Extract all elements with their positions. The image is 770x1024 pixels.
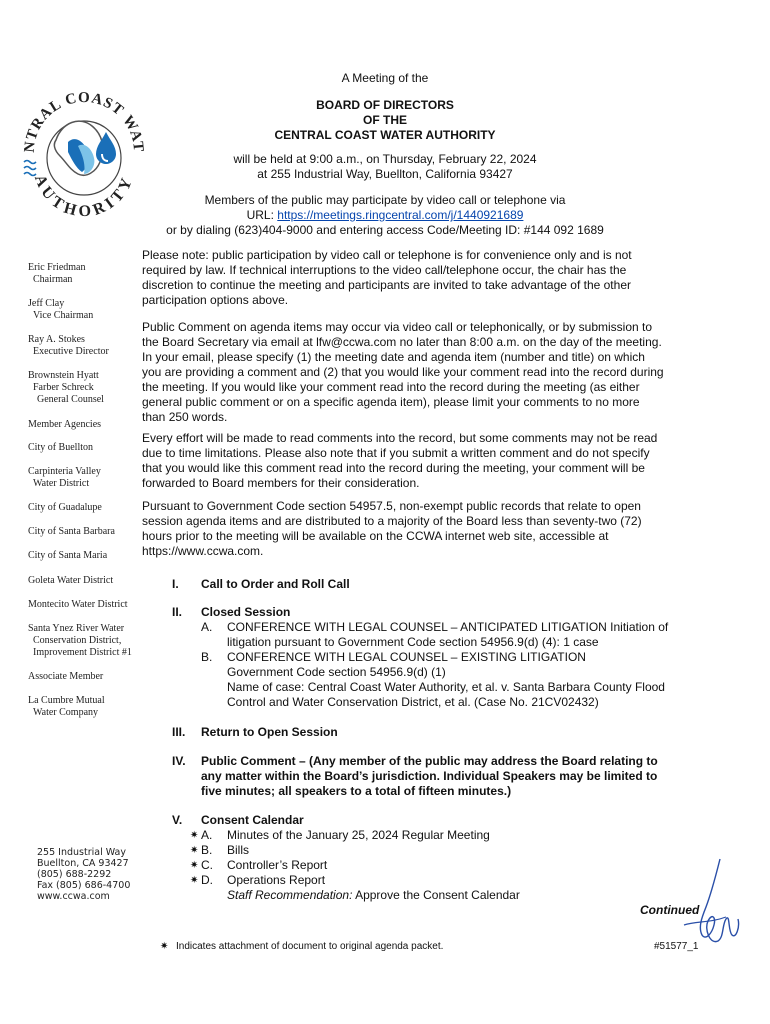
fax: Fax (805) 686-4700 <box>37 880 131 891</box>
meeting-intro: A Meeting of the <box>341 71 429 85</box>
officer-title: Farber Schreck <box>33 382 94 393</box>
officer-title: Executive Director <box>33 346 109 357</box>
meeting-time: will be held at 9:00 a.m., on Thursday, February 22, 2024 <box>233 152 537 166</box>
member-agency-line: Carpinteria Valley <box>28 466 101 477</box>
org-line-1: BOARD OF DIRECTORS <box>316 98 454 112</box>
officer-title: Vice Chairman <box>33 310 94 321</box>
text-line: due to time limitations. Please also note that if you submit a written comment and do not specify <box>142 446 650 460</box>
associate-member-heading: Associate Member <box>28 671 104 682</box>
agenda-item-title: Closed Session <box>201 605 291 619</box>
meeting-url-line <box>140 208 630 223</box>
officer-name: Jeff Clay <box>28 298 65 309</box>
text-line: Public Comment – (Any member of the public may address the Board relating to <box>201 754 658 768</box>
officer-chairman <box>28 262 85 286</box>
consent-item: Minutes of the January 25, 2024 Regular Meeting <box>227 828 490 842</box>
agenda-item-title: Call to Order and Roll Call <box>201 577 350 591</box>
text-line: required by law. If technical interruptions to the video call/telephone occur, the chair has the <box>142 263 627 277</box>
closed-session-b <box>227 650 697 710</box>
address-block <box>37 847 130 902</box>
text-line: Pursuant to Government Code section 54957.5, non-exempt public records that relate to open <box>142 499 641 513</box>
agenda-item-title: Consent Calendar <box>201 813 304 827</box>
url-prefix: URL: <box>246 208 278 222</box>
text-line: session agenda items and are distributed to a majority of the Board less than seventy-two (72) <box>142 514 642 528</box>
member-agency-line: Santa Ynez River Water <box>28 623 125 634</box>
associate-member <box>28 695 105 719</box>
agenda-item-number: II. <box>172 605 183 619</box>
document-id: #51577_1 <box>654 941 699 952</box>
footer-star-icon: ✷ <box>160 941 169 952</box>
text-line: any matter within the Board’s jurisdiction. Individual Speakers may be limited to <box>201 769 658 783</box>
officer-title: General Counsel <box>37 394 104 405</box>
officer-name: Eric Friedman <box>28 262 86 273</box>
officer-general-counsel <box>28 370 104 406</box>
agenda-item-number: I. <box>172 577 179 591</box>
meeting-location: at 255 Industrial Way, Buellton, California 93427 <box>257 167 513 181</box>
text-line: Control and Water Conservation District, et al. (Case No. 21CV02432) <box>227 695 599 709</box>
associate-line: La Cumbre Mutual <box>28 695 105 706</box>
associate-line: Water Company <box>33 707 99 718</box>
text-line: the meeting. If you would like your comment read into the record during the meeting (as either <box>142 380 640 394</box>
text-line: Please note: public participation by video call or telephone is for convenience only and is not <box>142 248 632 262</box>
text-line: participation options above. <box>142 293 289 307</box>
officer-title: Chairman <box>33 274 73 285</box>
read-comments-paragraph <box>142 431 690 491</box>
text-line: Public Comment on agenda items may occur via video call or telephonically, or by submission to <box>142 320 653 334</box>
svg-text:AUTHORITY <box>31 172 137 220</box>
text-line: https://www.ccwa.com. <box>142 544 264 558</box>
text-line: In your email, please specify (1) the meeting date and agenda item (number and title) on which <box>142 350 645 364</box>
agenda-item-title: Return to Open Session <box>201 725 338 739</box>
text-line: CONFERENCE WITH LEGAL COUNSEL – ANTICIPATED LITIGATION Initiation of <box>227 620 669 634</box>
attachment-star-icon: ✷ <box>190 875 199 886</box>
ccwa-logo <box>20 70 144 220</box>
member-agency <box>28 623 132 659</box>
text-line: discretion to continue the meeting and participants are invited to take advantage of the other <box>142 278 631 292</box>
officer-vice-chairman <box>28 298 93 322</box>
public-comment-item <box>201 754 691 799</box>
text-line: Name of case: Central Coast Water Authority, et al. v. Santa Barbara County Flood <box>227 680 665 694</box>
member-agency: City of Guadalupe <box>28 502 102 513</box>
address-line: 255 Industrial Way <box>37 847 126 858</box>
attachment-star-icon: ✷ <box>190 860 199 871</box>
public-records-paragraph <box>142 499 690 559</box>
sub-item-letter: B. <box>201 650 213 664</box>
officer-name: Ray A. Stokes <box>28 334 85 345</box>
address-line: Buellton, CA 93427 <box>37 858 129 869</box>
participate-line: Members of the public may participate by video call or telephone via <box>204 193 566 207</box>
text-line: you are providing a comment and (2) that you would like your comment read into the record during <box>142 365 664 379</box>
member-agency: Montecito Water District <box>28 599 128 610</box>
phone: (805) 688-2292 <box>37 869 112 880</box>
text-line: Government Code section 54956.9(d) (1) <box>227 665 446 679</box>
member-agency: City of Buellton <box>28 442 93 453</box>
member-agency: City of Santa Maria <box>28 550 108 561</box>
member-agency-line: Conservation District, <box>33 635 122 646</box>
consent-item: Controller’s Report <box>227 858 328 872</box>
text-line: general public comment or on a specific agenda item), please limit your comments to no more <box>142 395 640 409</box>
rec-label: Staff Recommendation: <box>227 888 353 902</box>
sub-item-letter: A. <box>201 828 213 842</box>
text-line: Every effort will be made to read comments into the record, but some comments may not be read <box>142 431 658 445</box>
officer-executive-director <box>28 334 109 358</box>
agenda-item-number: IV. <box>172 754 186 768</box>
consent-item: Operations Report <box>227 873 326 887</box>
text-line: five minutes; all speakers to a total of fifteen minutes.) <box>201 784 512 798</box>
text-line: hours prior to the meeting will be available on the CCWA internet web site, accessible at <box>142 529 609 543</box>
continued-label: Continued <box>640 903 700 917</box>
text-line: the Board Secretary via email at lfw@ccwa.com no later than 8:00 a.m. on the day of the meeting. <box>142 335 662 349</box>
sub-item-letter: C. <box>201 858 213 872</box>
member-agency: Goleta Water District <box>28 575 114 586</box>
attachment-star-icon: ✷ <box>190 830 199 841</box>
participation-note <box>142 248 690 308</box>
sub-item-letter: B. <box>201 843 213 857</box>
text-line: that you would like this comment read into the record during the meeting, your comment will be <box>142 461 645 475</box>
agenda-item-number: V. <box>172 813 183 827</box>
member-agency <box>28 466 101 490</box>
footer-note: Indicates attachment of document to original agenda packet. <box>176 941 444 952</box>
sub-item-letter: D. <box>201 873 213 887</box>
rec-text: Approve the Consent Calendar <box>352 888 520 902</box>
public-comment-paragraph <box>142 320 690 425</box>
logo-top-text: NTRAL COAST WA <box>21 89 144 154</box>
member-agency-line: Water District <box>33 478 90 489</box>
member-agencies-heading: Member Agencies <box>28 419 102 430</box>
sub-item-letter: A. <box>201 620 213 634</box>
attachment-star-icon: ✷ <box>190 845 199 856</box>
text-line: forwarded to Board members for their consideration. <box>142 476 420 490</box>
text-line: than 250 words. <box>142 410 228 424</box>
member-agency: City of Santa Barbara <box>28 526 115 537</box>
dial-in-line: or by dialing (623)404-9000 and entering access Code/Meeting ID: #144 092 1689 <box>166 223 604 237</box>
logo-bottom-text: AUTHORITY <box>30 172 138 220</box>
member-agency-line: Improvement District #1 <box>33 647 132 658</box>
officer-name: Brownstein Hyatt <box>28 370 99 381</box>
text-line: CONFERENCE WITH LEGAL COUNSEL – EXISTING LITIGATION <box>227 650 586 664</box>
text-line: litigation pursuant to Government Code section 54956.9(d) (4): 1 case <box>227 635 599 649</box>
org-line-3: CENTRAL COAST WATER AUTHORITY <box>274 128 496 142</box>
org-line-2: OF THE <box>363 113 407 127</box>
agenda-item-number: III. <box>172 725 186 739</box>
closed-session-a <box>227 620 697 650</box>
website: www.ccwa.com <box>37 891 110 902</box>
consent-item: Bills <box>227 843 250 857</box>
meeting-url-link[interactable]: https://meetings.ringcentral.com/j/1440921689 <box>277 208 524 222</box>
staff-recommendation <box>227 888 697 903</box>
